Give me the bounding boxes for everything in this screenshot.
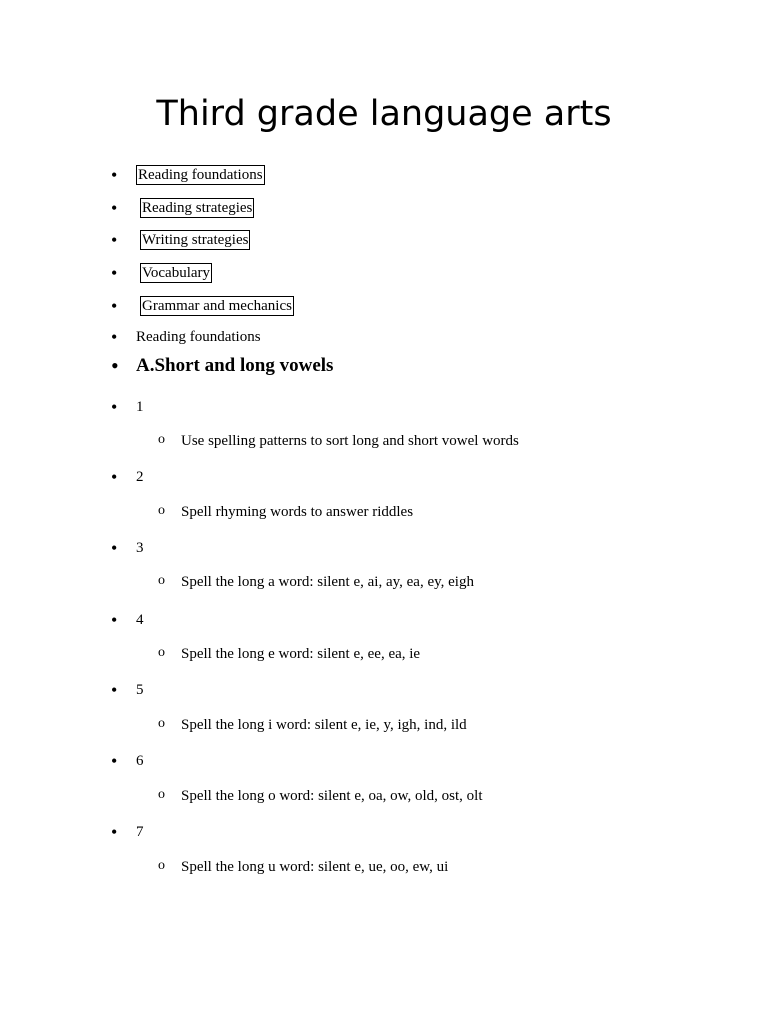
skill-number: 4 [136,612,144,628]
bullet: • [111,467,118,487]
skill-description: Use spelling patterns to sort long and short vowel words [181,433,519,449]
skill-number: 1 [136,399,144,415]
sub-bullet: o [158,432,165,447]
skill-description: Spell the long i word: silent e, ie, y, igh, ind, ild [181,717,467,733]
sub-bullet: o [158,645,165,660]
skill-description: Spell the long o word: silent e, oa, ow, old, ost, olt [181,788,483,804]
section-heading: A.Short and long vowels [136,355,334,376]
sub-bullet: o [158,503,165,518]
bullet: • [111,327,118,347]
link-reading-foundations[interactable]: Reading foundations [138,167,263,183]
bullet: • [111,263,118,283]
bullet: • [111,397,118,417]
bullet: • [111,538,118,558]
skill-description: Spell rhyming words to answer riddles [181,504,414,520]
link-writing-strategies[interactable]: Writing strategies [142,232,249,248]
bullet: • [111,198,118,218]
section-label: Reading foundations [136,329,261,345]
bullet: • [111,610,118,630]
skill-number: 5 [136,682,144,698]
skill-description: Spell the long a word: silent e, ai, ay, ea, ey, eigh [181,574,474,590]
link-grammar-and-mechanics[interactable]: Grammar and mechanics [142,298,292,314]
skill-number: 2 [136,469,144,485]
skill-number: 6 [136,753,144,769]
sub-bullet: o [158,716,165,731]
skill-description: Spell the long e word: silent e, ee, ea, ie [181,646,421,662]
bullet: • [111,165,118,185]
skill-number: 3 [136,540,144,556]
bullet: • [111,751,118,771]
skill-number: 7 [136,824,144,840]
skill-description: Spell the long u word: silent e, ue, oo, ew, ui [181,859,449,875]
link-reading-strategies[interactable]: Reading strategies [142,200,253,216]
bullet: • [111,296,118,316]
bullet: • [111,230,118,250]
sub-bullet: o [158,787,165,802]
bullet: • [111,680,118,700]
bullet: • [111,822,118,842]
page-title: Third grade language arts [156,94,612,134]
sub-bullet: o [158,573,165,588]
bullet: • [111,353,119,378]
sub-bullet: o [158,858,165,873]
link-vocabulary[interactable]: Vocabulary [142,265,211,281]
